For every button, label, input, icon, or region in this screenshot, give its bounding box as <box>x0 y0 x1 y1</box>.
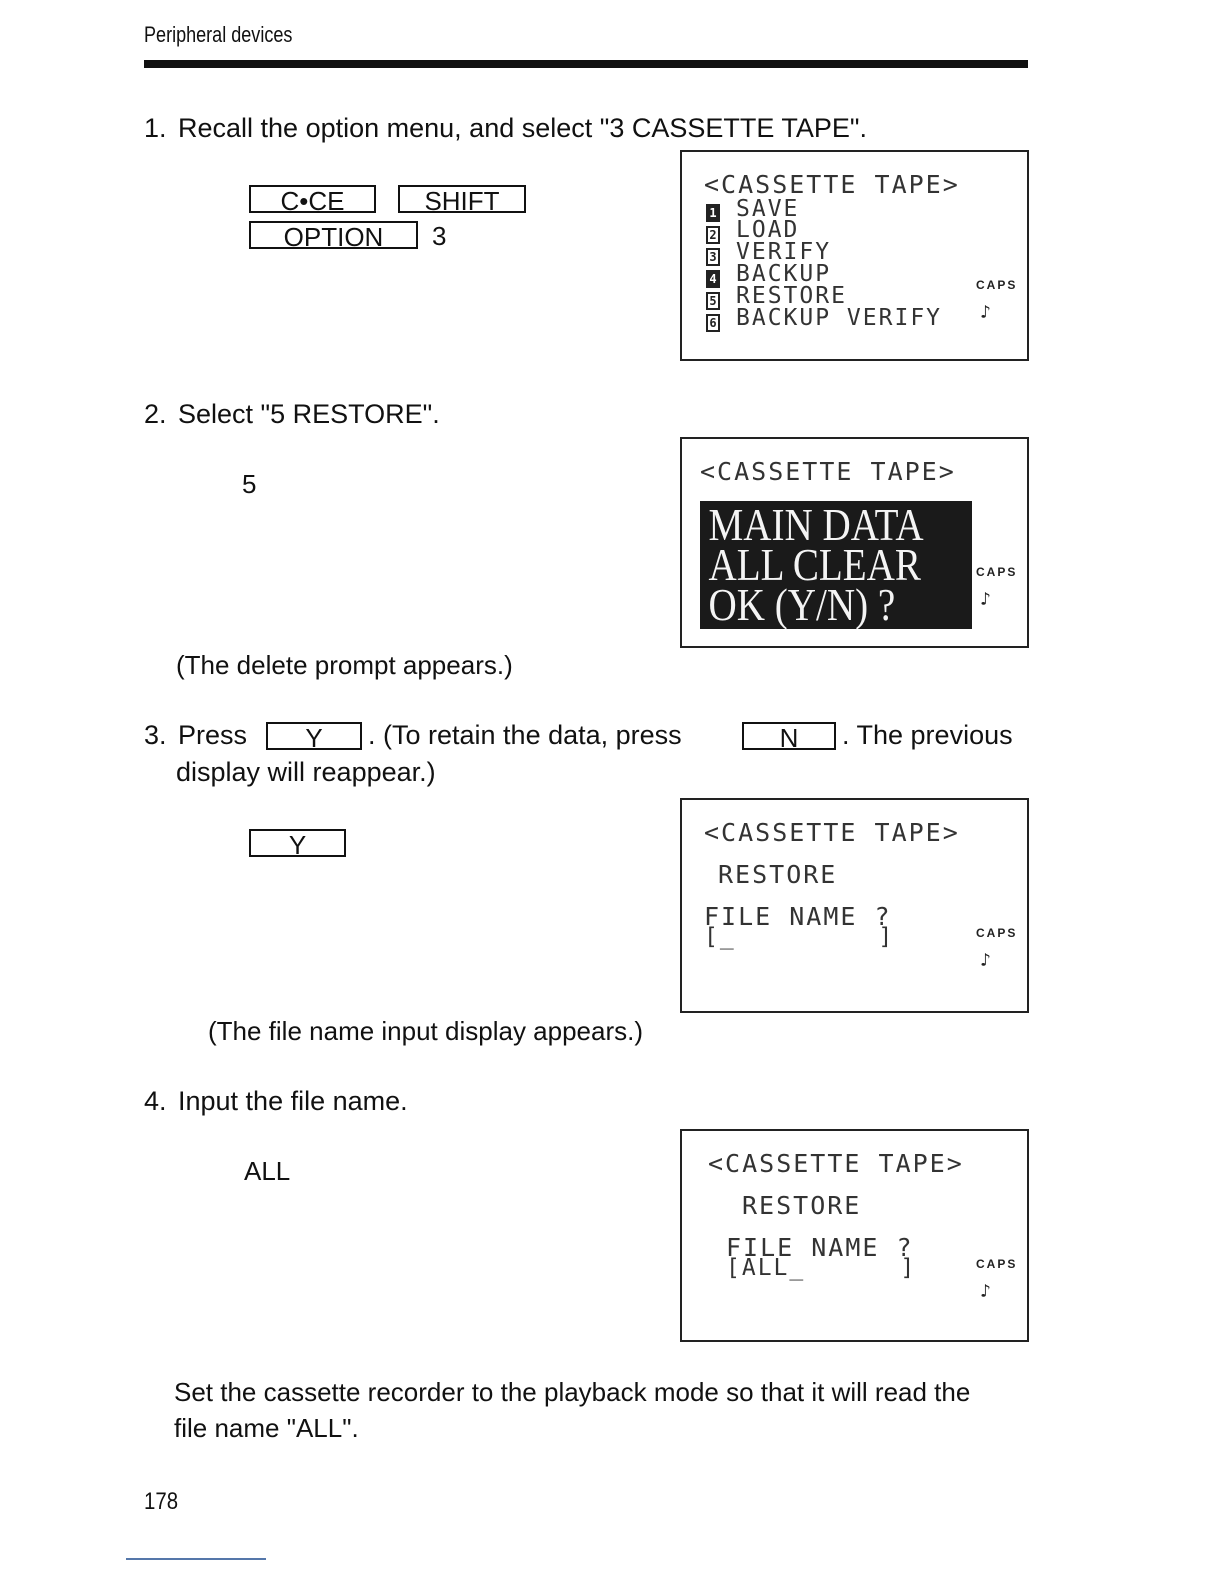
lcd-screen-delete-prompt <box>680 437 1029 648</box>
all-key-input[interactable]: ALL <box>244 1156 291 1186</box>
step-1 <box>144 110 867 146</box>
step-2-note: (The delete prompt appears.) <box>176 650 513 680</box>
screen-title: <CASSETTE TAPE> <box>704 170 960 199</box>
prompt-line-2: ALL CLEAR <box>708 539 921 590</box>
menu-number-2: 2 <box>706 226 720 244</box>
n-key-inline[interactable]: N <box>742 722 836 750</box>
menu-number-5: 5 <box>706 292 720 310</box>
final-instruction-line-2: file name "ALL". <box>174 1413 359 1443</box>
option-key[interactable]: OPTION <box>249 221 418 249</box>
music-note-icon: ♪ <box>980 589 991 610</box>
lcd-screen-file-name-all <box>680 1129 1029 1342</box>
music-note-icon: ♪ <box>980 1281 991 1302</box>
step-3-note: (The file name input display appears.) <box>208 1016 644 1046</box>
final-instruction-line-1: Set the cassette recorder to the playback mode so that it will read the <box>174 1377 971 1407</box>
step-3-text-end: . The previous <box>842 720 1013 750</box>
page-header: Peripheral devices <box>144 22 293 47</box>
menu-item-backup-verify: BACKUP VERIFY <box>736 305 943 331</box>
screen-restore-label: RESTORE <box>718 860 838 889</box>
step-3-text-line-2: display will reappear.) <box>176 757 436 787</box>
lcd-screen-file-name-empty <box>680 798 1029 1013</box>
header-rule <box>144 60 1028 68</box>
music-note-icon: ♪ <box>980 302 991 323</box>
screen-file-name-label: FILE NAME ? <box>704 902 892 931</box>
step-3-number: 3. <box>144 720 167 750</box>
screen-title: <CASSETTE TAPE> <box>700 457 956 486</box>
step-2-text: Select "5 RESTORE". <box>178 399 440 429</box>
y-key-inline[interactable]: Y <box>266 722 362 750</box>
menu-item-verify: VERIFY <box>736 239 832 265</box>
prompt-line-1: MAIN DATA <box>708 499 924 550</box>
step-3-text-mid: . (To retain the data, press <box>368 720 682 750</box>
menu-item-save: SAVE <box>736 196 800 222</box>
step-2 <box>144 396 440 432</box>
footer-line <box>126 1558 266 1560</box>
step-4 <box>144 1083 408 1119</box>
caps-indicator: CAPS <box>976 278 1018 292</box>
menu-item-restore: RESTORE <box>736 283 847 309</box>
screen-title: <CASSETTE TAPE> <box>704 818 960 847</box>
menu-item-load: LOAD <box>736 217 800 243</box>
caps-indicator: CAPS <box>976 1257 1018 1271</box>
delete-prompt-inverse <box>700 501 972 629</box>
step-2-number: 2. <box>144 399 167 429</box>
page-number: 178 <box>144 1488 179 1515</box>
final-instruction <box>174 1374 970 1446</box>
file-name-input-field[interactable]: [_ ] <box>704 924 895 950</box>
step-3-text-press: Press <box>178 720 248 750</box>
screen-title: <CASSETTE TAPE> <box>708 1149 964 1178</box>
digit-5-key[interactable]: 5 <box>242 469 257 499</box>
shift-key[interactable]: SHIFT <box>398 185 526 213</box>
menu-number-4: 4 <box>706 270 720 288</box>
digit-3-key[interactable]: 3 <box>432 221 447 251</box>
cce-key[interactable]: C•CE <box>249 185 376 213</box>
menu-number-3: 3 <box>706 248 720 266</box>
step-4-number: 4. <box>144 1086 167 1116</box>
menu-item-backup: BACKUP <box>736 261 832 287</box>
screen-restore-label: RESTORE <box>742 1191 862 1220</box>
music-note-icon: ♪ <box>980 950 991 971</box>
y-key[interactable]: Y <box>249 829 346 857</box>
lcd-screen-menu <box>680 150 1029 361</box>
menu-number-1: 1 <box>706 204 720 222</box>
step-4-text: Input the file name. <box>178 1086 408 1116</box>
prompt-line-3: OK (Y/N) ? <box>708 579 896 630</box>
screen-file-name-label: FILE NAME ? <box>726 1233 914 1262</box>
step-1-text: Recall the option menu, and select "3 CASSETTE TAPE". <box>178 113 868 143</box>
menu-number-6: 6 <box>706 314 720 332</box>
caps-indicator: CAPS <box>976 565 1018 579</box>
file-name-input-field[interactable]: [ALL_ ] <box>726 1255 917 1281</box>
step-1-number: 1. <box>144 113 167 143</box>
caps-indicator: CAPS <box>976 926 1018 940</box>
